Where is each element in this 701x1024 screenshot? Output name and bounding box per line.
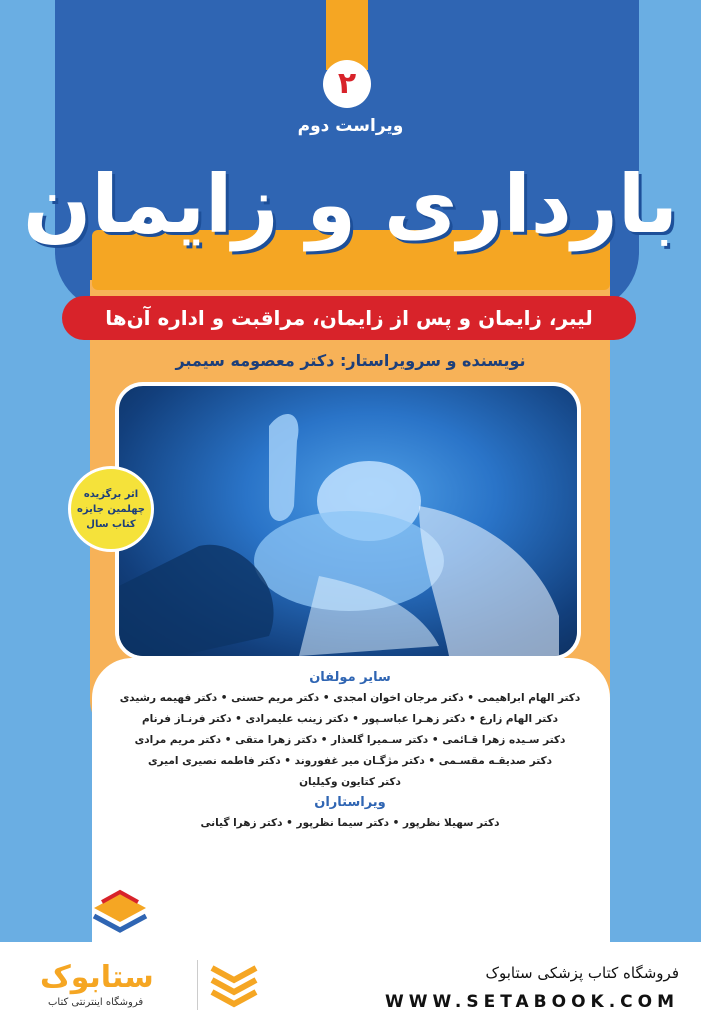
store-footer — [0, 942, 701, 1024]
author-list-line: دکتر کتایون وکیلیان — [299, 776, 401, 788]
book-subtitle: لیبر، زایمان و پس از زایمان، مراقبت و اداره آن‌ها — [62, 296, 636, 340]
author-list-line: دکتر الهام ابراهیمی • دکتر مرجان اخوان امجدی • دکتر مریم حسنی • دکتر فهیمه رشیدی — [119, 692, 581, 704]
credits — [100, 668, 600, 834]
author-list-line: دکتر صدیقـه مقسـمی • دکتر مژگـان میر غفوروند • دکتر فاطمه نصیری امیری — [147, 755, 553, 767]
other-authors-heading: سایر مولفان — [309, 670, 391, 685]
newborn-photo — [115, 382, 581, 660]
award-line-3: کتاب سال — [86, 518, 136, 530]
newborn-illustration — [119, 386, 577, 656]
editors-heading: ویراستاران — [314, 795, 386, 810]
award-line-1: اثر برگزیده — [83, 488, 139, 500]
store-logo-icon — [208, 960, 260, 1008]
store-logo-text[interactable]: ستابوک — [40, 960, 154, 995]
publisher-logo-icon — [88, 880, 152, 940]
editors-line: دکتر سهیلا نظرپور • دکتر سیما نظرپور • دکتر زهرا گیانی — [200, 817, 500, 829]
award-badge — [68, 466, 154, 552]
edition-number: ۲ — [323, 60, 371, 108]
shop-name: فروشگاه کتاب پزشکی ستابوک — [485, 964, 679, 982]
logo-divider — [197, 960, 198, 1010]
author-list-line: دکتر سـیده زهرا قـائمی • دکتر سـمیرا گلعذار • دکتر زهرا متقی • دکتر مریم مرادی — [134, 734, 566, 746]
store-logo-tagline: فروشگاه اینترنتی کتاب — [48, 997, 144, 1008]
award-line-2: چهلمین جایزه — [77, 503, 145, 515]
shop-url[interactable]: WWW.SETABOOK.COM — [385, 992, 679, 1012]
author-line: نویسنده و سرویراستار: دکتر معصومه سیمبر — [175, 351, 526, 370]
author-list-line: دکتر الهام زارع • دکتر زهـرا عباسـپور • دکتر زینب علیمرادی • دکتر فرنـاز فرنام — [141, 713, 559, 725]
edition-label: ویراست دوم — [297, 116, 404, 136]
book-title: بارداری و زایمان — [23, 158, 678, 251]
